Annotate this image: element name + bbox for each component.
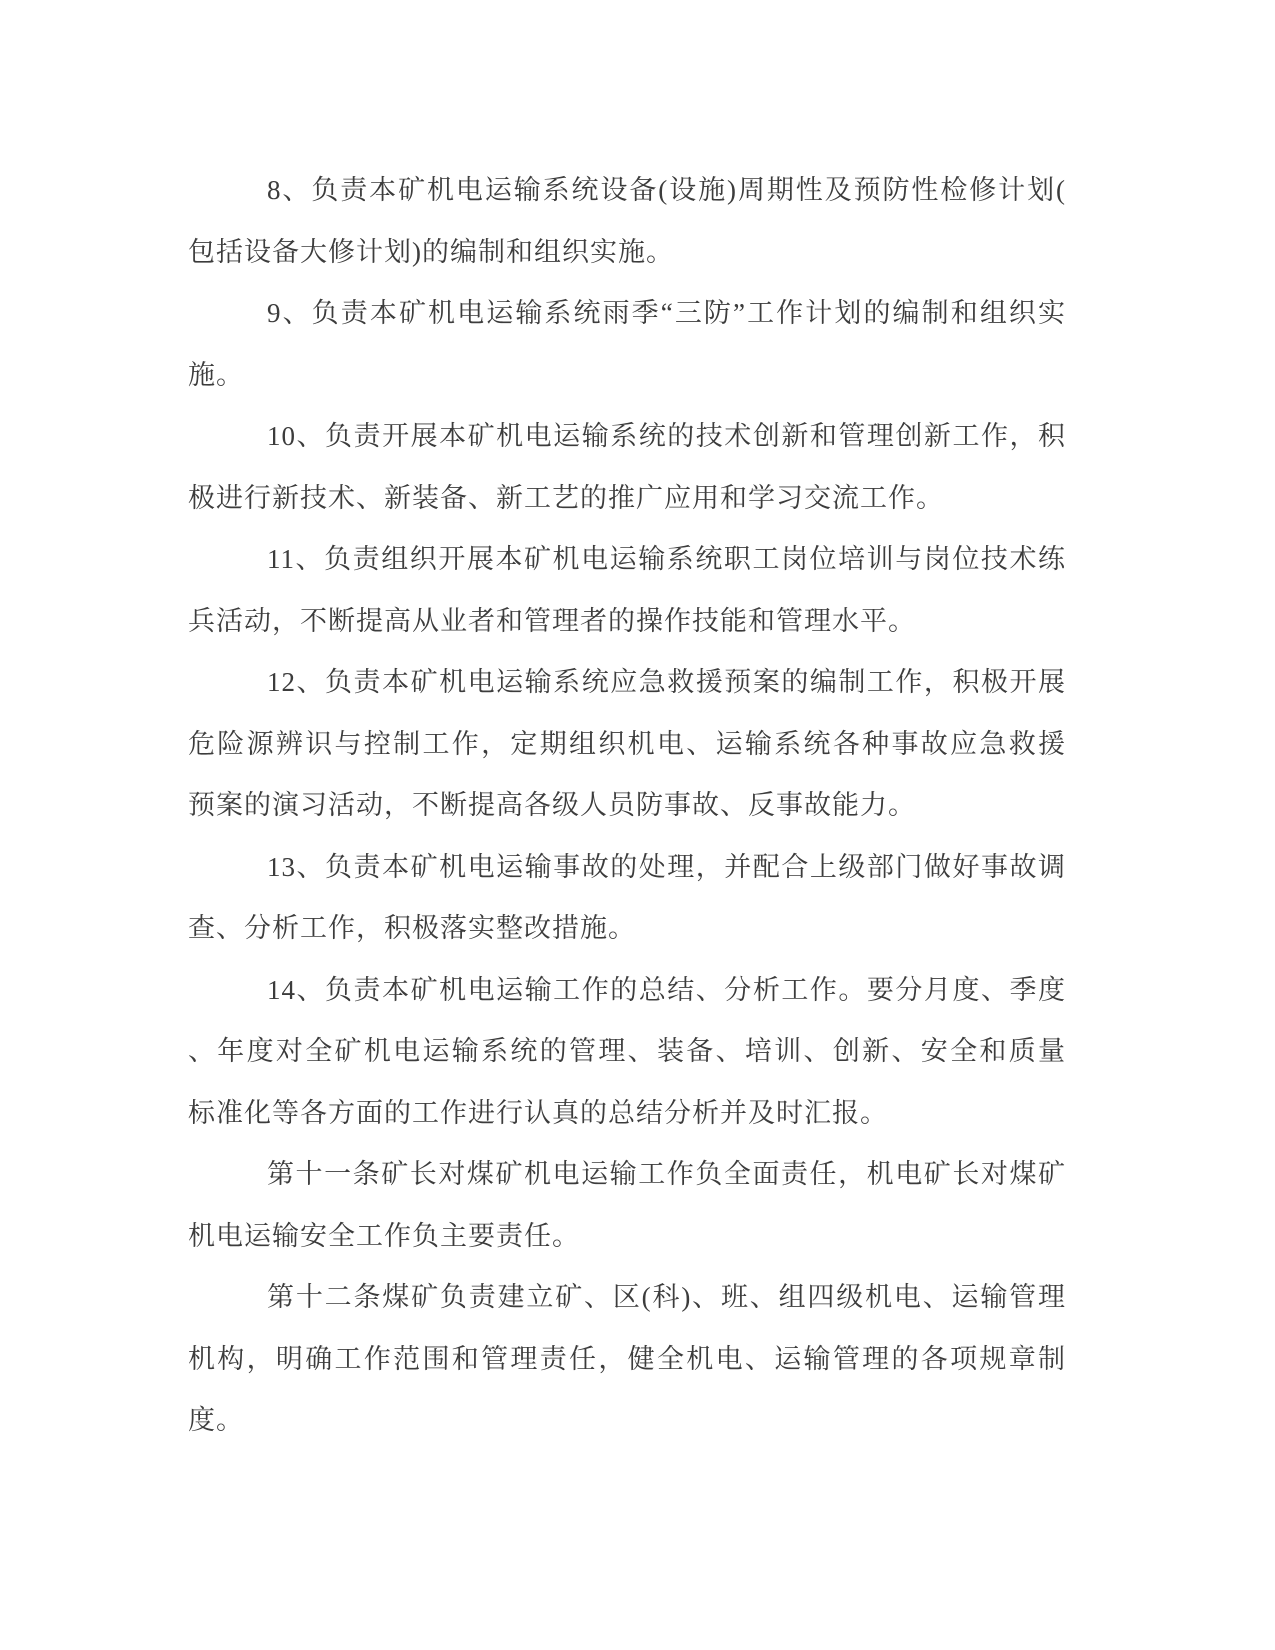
paragraph [188,283,1066,406]
text-line: 机电运输安全工作负主要责任。 [188,1220,580,1251]
paragraph [188,837,1066,960]
text-line: 查、分析工作，积极落实整改措施。 [188,913,636,943]
text-line: 10、负责开展本矿机电运输系统的技术创新和管理创新工作，积 [267,421,1066,451]
text-line: 13、负责本矿机电运输事故的处理，并配合上级部门做好事故调 [267,851,1066,882]
text-line: 14、负责本矿机电运输工作的总结、分析工作。要分月度、季度 [267,974,1066,1005]
document-text-block [188,160,1066,1452]
text-line: 机构，明确工作范围和管理责任，健全机电、运输管理的各项规章制 [188,1343,1066,1374]
paragraph [188,652,1066,837]
text-line: 第十一条矿长对煤矿机电运输工作负全面责任，机电矿长对煤矿 [267,1159,1066,1189]
text-line: 包括设备大修计划)的编制和组织实施。 [188,236,674,267]
text-line: 预案的演习活动，不断提高各级人员防事故、反事故能力。 [188,790,916,820]
text-line: 兵活动，不断提高从业者和管理者的操作技能和管理水平。 [188,605,916,636]
text-line: 标准化等各方面的工作进行认真的总结分析并及时汇报。 [188,1097,888,1128]
paragraph [188,960,1066,1145]
text-line: 危险源辨识与控制工作，定期组织机电、运输系统各种事故应急救援 [188,728,1066,759]
paragraph [188,160,1066,283]
text-line: 8、负责本矿机电运输系统设备(设施)周期性及预防性检修计划( [267,175,1066,205]
text-line: 施。 [188,359,244,390]
paragraph [188,1144,1066,1267]
paragraph [188,1267,1066,1452]
text-line: 极进行新技术、新装备、新工艺的推广应用和学习交流工作。 [188,482,944,513]
text-line: 11、负责组织开展本矿机电运输系统职工岗位培训与岗位技术练 [267,544,1066,574]
text-line: 第十二条煤矿负责建立矿、区(科)、班、组四级机电、运输管理 [267,1282,1066,1312]
paragraph [188,529,1066,652]
text-line: 9、负责本矿机电运输系统雨季“三防”工作计划的编制和组织实 [267,298,1066,328]
text-line: 度。 [188,1405,244,1435]
paragraph [188,406,1066,529]
text-line: 、年度对全矿机电运输系统的管理、装备、培训、创新、安全和质量 [188,1036,1066,1066]
text-line: 12、负责本矿机电运输系统应急救援预案的编制工作，积极开展 [267,667,1066,697]
